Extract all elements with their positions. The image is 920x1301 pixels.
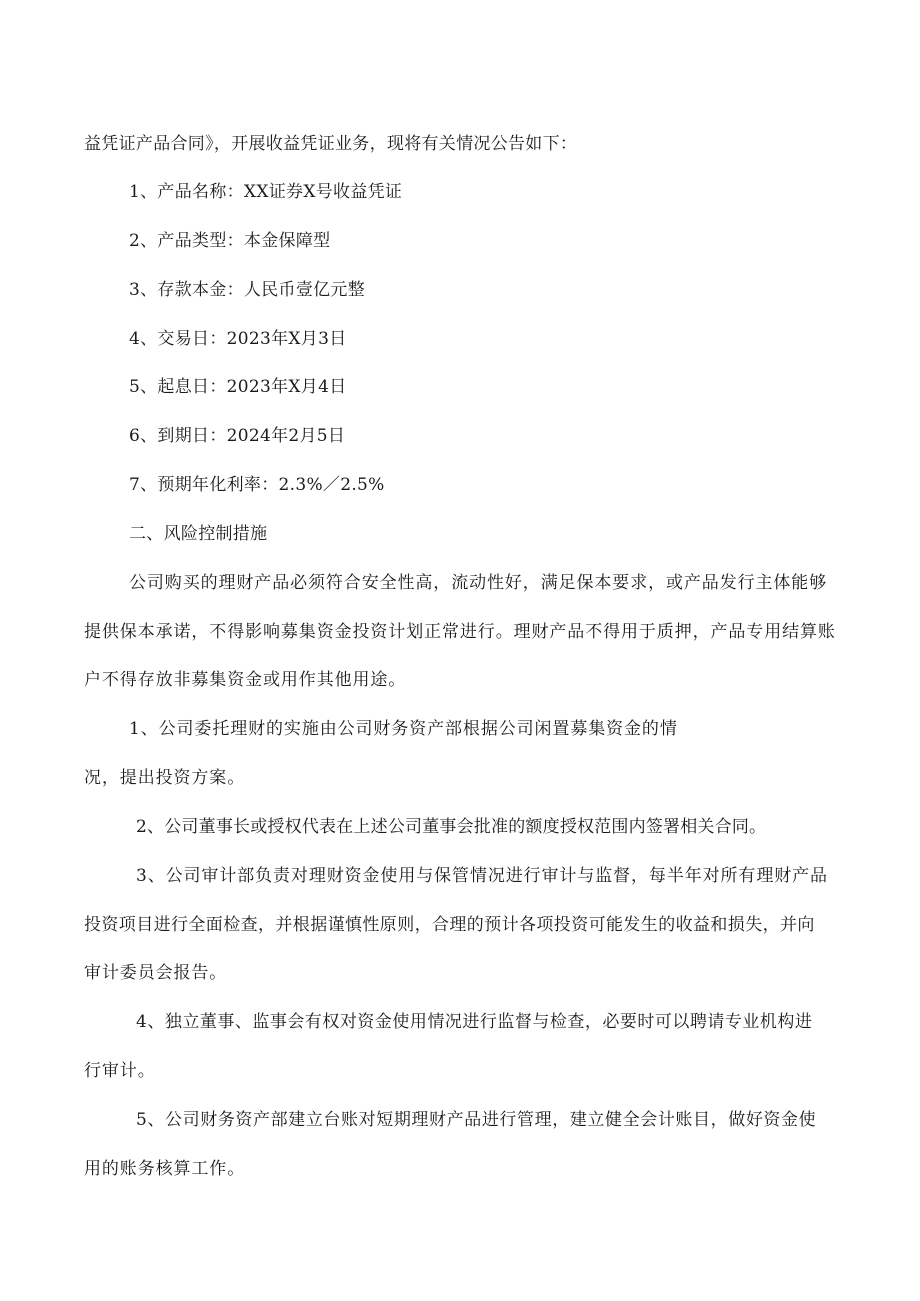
- product-item: 3、存款本金：人民币壹亿元整: [129, 280, 366, 300]
- measure-3-line: 审计委员会报告。: [84, 963, 228, 983]
- measure-4-line: 4、独立董事、监事会有权对资金使用情况进行监督与检查，必要时可以聘请专业机构进: [136, 1012, 813, 1032]
- product-item: 6、到期日：2024年2月5日: [129, 426, 346, 446]
- measure-4-line: 行审计。: [84, 1061, 156, 1081]
- measure-1-line: 况，提出投资方案。: [84, 768, 246, 788]
- product-item: 1、产品名称：XX证券X号收益凭证: [129, 182, 403, 202]
- measure-3-line: 3、公司审计部负责对理财资金使用与保管情况进行审计与监督，每半年对所有理财产品: [136, 866, 828, 886]
- product-item: 5、起息日：2023年X月4日: [129, 377, 347, 397]
- product-item: 7、预期年化利率：2.3%／2.5%: [129, 475, 385, 495]
- risk-paragraph-line: 提供保本承诺，不得影响募集资金投资计划正常进行。理财产品不得用于质押，产品专用结算账: [84, 622, 836, 642]
- measure-2-line: 2、公司董事长或授权代表在上述公司董事会批准的额度授权范围内签署相关合同。: [136, 817, 767, 837]
- risk-paragraph-line: 公司购买的理财产品必须符合安全性高，流动性好，满足保本要求，或产品发行主体能够: [129, 573, 828, 593]
- product-item: 2、产品类型：本金保障型: [129, 231, 331, 251]
- measure-5-line: 用的账务核算工作。: [84, 1159, 246, 1179]
- measure-5-line: 5、公司财务资产部建立台账对短期理财产品进行管理，建立健全会计账目，做好资金使: [136, 1110, 817, 1130]
- product-item: 4、交易日：2023年X月3日: [129, 329, 347, 349]
- risk-paragraph-line: 户不得存放非募集资金或用作其他用途。: [84, 670, 407, 690]
- section-heading: 二、风险控制措施: [129, 524, 268, 544]
- intro-continuation: 益凭证产品合同》，开展收益凭证业务，现将有关情况公告如下：: [84, 134, 578, 154]
- measure-1-line: 1、公司委托理财的实施由公司财务资产部根据公司闲置募集资金的情: [129, 719, 678, 739]
- measure-3-line: 投资项目进行全面检查，并根据谨慎性原则，合理的预计各项投资可能发生的收益和损失，并向: [84, 915, 815, 935]
